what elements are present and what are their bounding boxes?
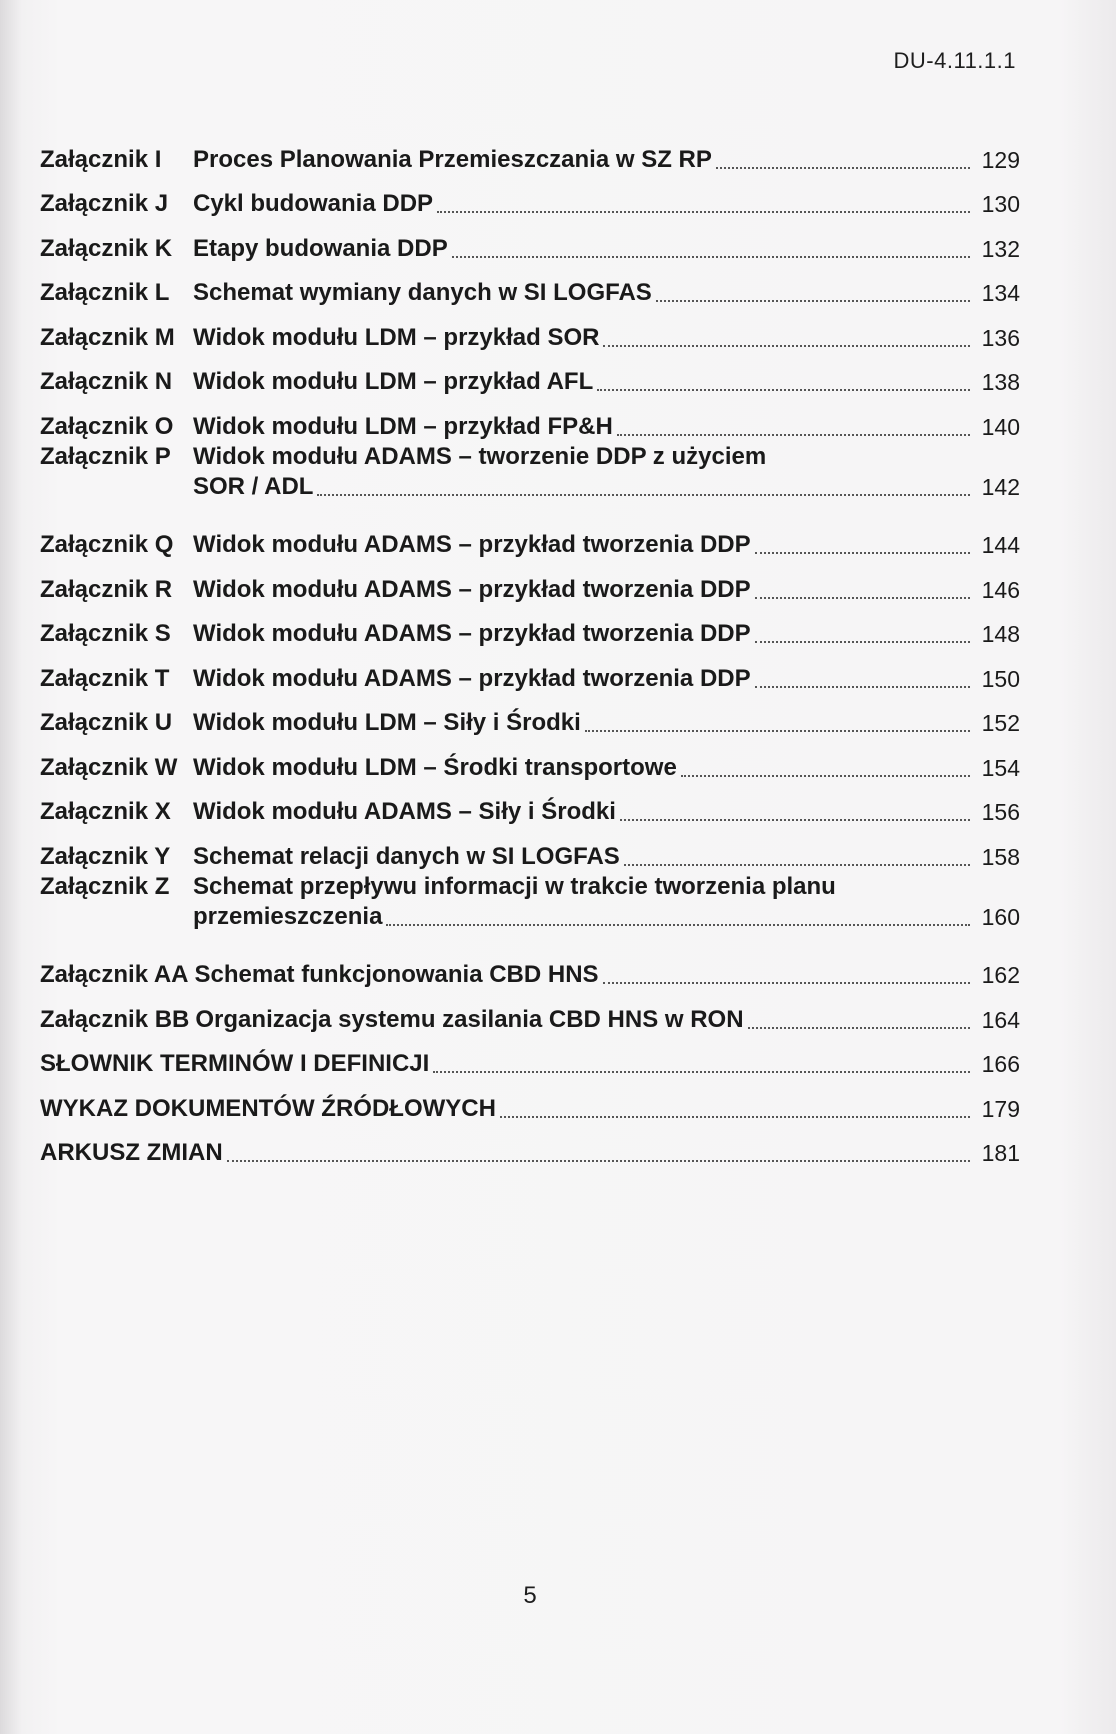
toc-entry[interactable] (40, 397, 1020, 442)
toc-entry-prefix: Załącznik T (40, 664, 170, 692)
toc-entry-sources[interactable] (40, 1079, 1020, 1124)
toc-entry-page: 154 (981, 754, 1020, 781)
toc-entry-title: Organizacja systemu zasilania CBD HNS w RON (195, 1005, 744, 1033)
toc-entry-title: Widok modułu ADAMS – przykład tworzenia DDP (193, 620, 751, 647)
toc-leader-dots (386, 924, 970, 926)
toc-entry-page: 136 (981, 324, 1020, 351)
toc-entry-page: 156 (981, 799, 1020, 825)
toc-entry-title: Widok modułu ADAMS – przykład tworzenia DDP (193, 664, 751, 692)
toc-entry-page: 152 (981, 710, 1020, 736)
toc-entry-page: 144 (981, 532, 1020, 558)
toc-entry-title: Widok modułu LDM – przykład AFL (193, 368, 594, 395)
toc-leader-dots (585, 730, 970, 732)
toc-leader-dots (755, 686, 970, 688)
toc-entry-prefix: Załącznik BB (40, 1005, 190, 1033)
toc-entry-prefix: Załącznik Q (40, 531, 174, 558)
toc-entry-page: 142 (981, 473, 1020, 500)
toc-leader-dots (433, 1071, 970, 1073)
toc-entry-prefix: Załącznik N (40, 368, 173, 395)
toc-entry-page: 158 (981, 843, 1020, 870)
toc-entry-prefix: Załącznik Y (40, 842, 171, 870)
toc-entry-page: 138 (981, 369, 1020, 395)
toc-leader-dots (748, 1027, 970, 1029)
toc-entry-prefix: Załącznik W (40, 753, 178, 781)
toc-leader-dots (681, 775, 970, 777)
toc-leader-dots (617, 434, 970, 436)
toc-entry[interactable] (40, 872, 1020, 946)
toc-leader-dots (716, 167, 970, 169)
toc-entry-title: Widok modułu LDM – przykład SOR (193, 323, 600, 351)
toc-entry-title: Widok modułu LDM – Siły i Środki (193, 709, 581, 736)
toc-entry-glossary[interactable] (40, 1035, 1020, 1080)
toc-entry-title: Widok modułu ADAMS – Siły i Środki (193, 798, 616, 825)
table-of-contents (40, 130, 1020, 1168)
document-code: DU-4.11.1.1 (893, 48, 1016, 73)
toc-entry-page: 148 (981, 621, 1020, 647)
toc-entry-title: Widok modułu ADAMS – tworzenie DDP z użyciem (193, 442, 767, 470)
toc-entry-prefix: Załącznik L (40, 279, 170, 306)
toc-entry-page: 140 (981, 413, 1020, 440)
toc-entry[interactable] (40, 990, 1020, 1035)
toc-entry-change-sheet[interactable] (40, 1124, 1020, 1169)
toc-leader-dots (317, 494, 970, 496)
toc-entry-title: Cykl budowania DDP (193, 190, 434, 217)
toc-entry[interactable] (40, 827, 1020, 872)
toc-entry-page: 134 (981, 280, 1020, 306)
toc-entry-prefix: Załącznik Z (40, 872, 170, 900)
toc-entry-page: 150 (981, 665, 1020, 692)
toc-leader-dots (755, 597, 970, 599)
toc-entry[interactable] (40, 219, 1020, 264)
toc-entry-title: Schemat funkcjonowania CBD HNS (194, 961, 599, 988)
toc-entry[interactable] (40, 649, 1020, 694)
toc-entry-page: 129 (981, 146, 1020, 173)
toc-entry[interactable] (40, 738, 1020, 783)
toc-entry[interactable] (40, 264, 1020, 309)
toc-entry-page: 162 (981, 962, 1020, 988)
toc-leader-dots (227, 1160, 970, 1162)
toc-entry-prefix: Załącznik X (40, 798, 171, 825)
toc-entry[interactable] (40, 442, 1020, 516)
toc-entry-prefix: Załącznik S (40, 620, 171, 647)
toc-entry-prefix: Załącznik P (40, 442, 171, 470)
toc-entry-title-continued: przemieszczenia (193, 902, 383, 930)
toc-entry-page: 146 (981, 576, 1020, 603)
toc-entry-prefix: Załącznik J (40, 190, 169, 217)
toc-entry-title: Etapy budowania DDP (193, 234, 448, 262)
toc-entry[interactable] (40, 694, 1020, 739)
toc-entry-prefix: Załącznik M (40, 323, 175, 351)
toc-leader-dots (755, 641, 970, 643)
toc-entry-title: Widok modułu ADAMS – przykład tworzenia DDP (193, 531, 751, 558)
toc-entry-page: 181 (981, 1140, 1020, 1166)
toc-entry-prefix: Załącznik U (40, 709, 173, 736)
toc-entry-page: 130 (981, 191, 1020, 217)
toc-leader-dots (603, 982, 970, 984)
toc-leader-dots (603, 345, 970, 347)
toc-entry-page: 132 (981, 235, 1020, 262)
toc-entry-title-continued: SOR / ADL (193, 472, 314, 500)
toc-entry-page: 164 (981, 1006, 1020, 1033)
toc-entry-title: Schemat przepływu informacji w trakcie tworzenia planu (193, 872, 836, 900)
toc-entry[interactable] (40, 175, 1020, 220)
toc-entry[interactable] (40, 605, 1020, 650)
toc-entry[interactable] (40, 516, 1020, 561)
toc-entry-page: 166 (981, 1051, 1020, 1077)
toc-entry-title: Widok modułu LDM – przykład FP&H (193, 412, 613, 440)
toc-leader-dots (500, 1116, 970, 1118)
toc-leader-dots (597, 389, 970, 391)
toc-entry-title: Schemat relacji danych w SI LOGFAS (193, 842, 620, 870)
toc-entry[interactable] (40, 308, 1020, 353)
toc-entry-title: Widok modułu ADAMS – przykład tworzenia DDP (193, 575, 751, 603)
toc-entry-prefix: Załącznik I (40, 145, 162, 173)
toc-leader-dots (755, 552, 970, 554)
toc-entry[interactable] (40, 946, 1020, 991)
toc-leader-dots (452, 256, 970, 258)
toc-entry[interactable] (40, 783, 1020, 828)
toc-leader-dots (620, 819, 970, 821)
toc-leader-dots (624, 864, 970, 866)
toc-entry[interactable] (40, 130, 1020, 175)
toc-entry-title: ARKUSZ ZMIAN (40, 1139, 223, 1166)
toc-entry-title: WYKAZ DOKUMENTÓW ŹRÓDŁOWYCH (40, 1094, 496, 1122)
toc-entry[interactable] (40, 560, 1020, 605)
toc-entry-title: Schemat wymiany danych w SI LOGFAS (193, 279, 652, 306)
toc-entry[interactable] (40, 353, 1020, 398)
toc-entry-title: SŁOWNIK TERMINÓW I DEFINICJI (40, 1050, 430, 1077)
toc-entry-title: Proces Planowania Przemieszczania w SZ RP (193, 145, 712, 173)
toc-entry-page: 179 (981, 1095, 1020, 1122)
toc-leader-dots (656, 300, 970, 302)
toc-leader-dots (437, 211, 970, 213)
toc-entry-prefix: Załącznik R (40, 575, 173, 603)
page-number: 5 (523, 1582, 537, 1609)
toc-entry-prefix: Załącznik K (40, 234, 173, 262)
toc-entry-page: 160 (981, 903, 1020, 930)
toc-entry-title: Widok modułu LDM – Środki transportowe (193, 753, 677, 781)
toc-entry-prefix: Załącznik AA (40, 961, 189, 988)
toc-entry-prefix: Załącznik O (40, 412, 174, 440)
